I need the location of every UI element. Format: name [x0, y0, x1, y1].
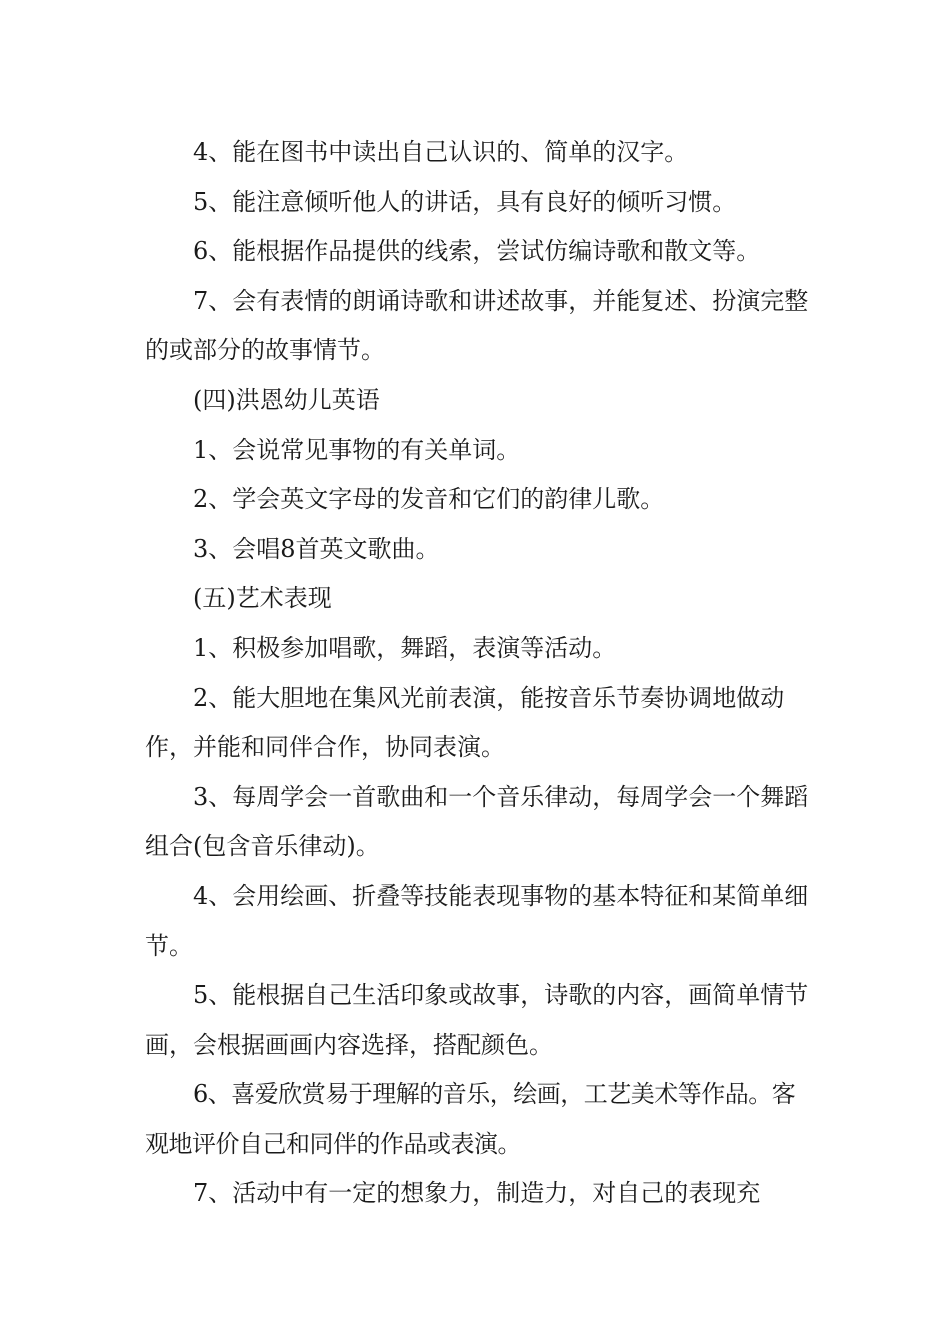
paragraph: 5、能注意倾听他人的讲话，具有良好的倾听习惯。 [193, 187, 737, 216]
paragraph: 2、学会英文字母的发音和它们的韵律儿歌。 [193, 485, 665, 514]
paragraph: 3、每周学会一首歌曲和一个音乐律动，每周学会一个舞蹈组合(包含音乐律动)。 [145, 782, 809, 861]
document-page [145, 128, 810, 1219]
section-heading: (四)洪恩幼儿英语 [193, 385, 380, 414]
paragraph: 4、会用绘画、折叠等技能表现事物的基本特征和某简单细节。 [145, 881, 809, 960]
paragraph: 5、能根据自己生活印象或故事，诗歌的内容，画简单情节画，会根据画画内容选择，搭配颜色。 [145, 981, 809, 1059]
paragraph: 7、活动中有一定的想象力，制造力，对自己的表现充 [193, 1179, 761, 1208]
paragraph: 3、会唱8首英文歌曲。 [193, 534, 440, 563]
paragraph: 7、会有表情的朗诵诗歌和讲述故事，并能复述、扮演完整的或部分的故事情节。 [145, 286, 809, 365]
paragraph: 6、能根据作品提供的线索，尝试仿编诗歌和散文等。 [193, 237, 761, 266]
paragraph: 2、能大胆地在集风光前表演，能按音乐节奏协调地做动作，并能和同伴合作，协同表演。 [145, 683, 785, 762]
paragraph: 4、能在图书中读出自己认识的、简单的汉字。 [193, 138, 689, 166]
paragraph: 1、会说常见事物的有关单词。 [193, 435, 521, 464]
section-heading: (五)艺术表现 [193, 584, 332, 613]
paragraph: 1、积极参加唱歌，舞蹈，表演等活动。 [193, 633, 617, 662]
paragraph: 6、喜爱欣赏易于理解的音乐，绘画，工艺美术等作品。客观地评价自己和同伴的作品或表演。 [145, 1080, 796, 1158]
